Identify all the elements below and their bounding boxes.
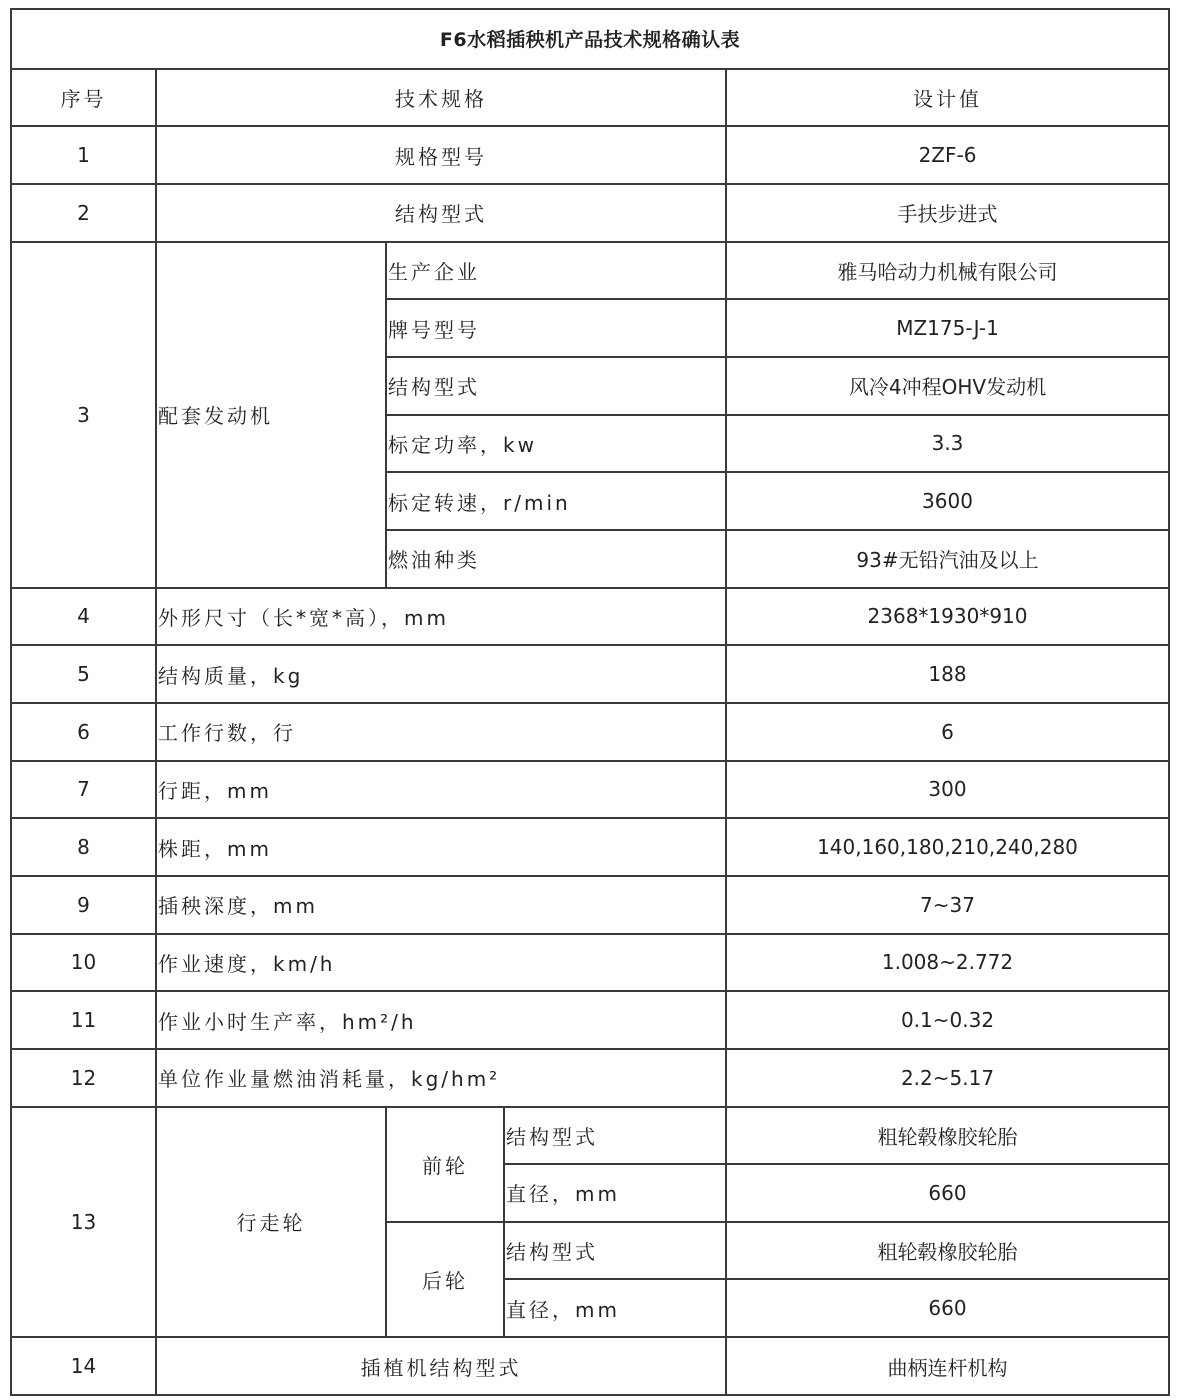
header-value: 设计值 [726,69,1169,127]
rear-wheel-label: 后轮 [386,1222,504,1337]
sub-value: 雅马哈动力机械有限公司 [726,242,1169,300]
sub-spec: 直径，mm [504,1279,726,1337]
sub-spec: 结构型式 [504,1222,726,1280]
row-seq: 6 [11,703,156,761]
row-spec: 行距，mm [156,761,726,819]
row-value: 0.1~0.32 [726,991,1169,1049]
group-label-engine: 配套发动机 [156,242,386,588]
row-seq: 1 [11,126,156,184]
table-row [11,184,1169,242]
title-row [11,9,1169,69]
table-row [11,242,1169,300]
sub-spec: 生产企业 [386,242,726,300]
header-spec: 技术规格 [156,69,726,127]
row-value: 6 [726,703,1169,761]
row-spec: 作业小时生产率，hm²/h [156,991,726,1049]
table-row [11,588,1169,646]
row-spec: 结构质量，kg [156,645,726,703]
sub-spec: 结构型式 [504,1107,726,1165]
sub-value: 风冷4冲程OHV发动机 [726,357,1169,415]
sub-value: 粗轮毂橡胶轮胎 [726,1222,1169,1280]
table-row [11,876,1169,934]
row-value: 曲柄连杆机构 [726,1337,1169,1395]
row-value: 2.2~5.17 [726,1049,1169,1107]
row-spec: 单位作业量燃油消耗量，kg/hm² [156,1049,726,1107]
row-seq: 4 [11,588,156,646]
header-seq: 序号 [11,69,156,127]
sub-spec: 直径，mm [504,1164,726,1222]
table-title: F6水稻插秧机产品技术规格确认表 [11,9,1169,69]
front-wheel-label: 前轮 [386,1107,504,1222]
sub-value: 3.3 [726,415,1169,473]
row-value: 手扶步进式 [726,184,1169,242]
spec-table [10,8,1170,1396]
table-row [11,703,1169,761]
row-seq: 9 [11,876,156,934]
sub-spec: 结构型式 [386,357,726,415]
header-row [11,69,1169,127]
sub-value: 660 [726,1164,1169,1222]
table-row [11,126,1169,184]
row-seq: 8 [11,818,156,876]
table-row [11,1049,1169,1107]
row-seq: 3 [11,242,156,588]
sub-value: MZ175-J-1 [726,299,1169,357]
row-spec: 外形尺寸（长*宽*高），mm [156,588,726,646]
sub-spec: 牌号型号 [386,299,726,357]
table-row [11,991,1169,1049]
row-value: 140,160,180,210,240,280 [726,818,1169,876]
row-spec: 结构型式 [156,184,726,242]
sub-spec: 燃油种类 [386,530,726,588]
row-value: 2ZF-6 [726,126,1169,184]
table-row [11,818,1169,876]
row-spec: 规格型号 [156,126,726,184]
table-row [11,1337,1169,1395]
table-row [11,1107,1169,1165]
row-seq: 13 [11,1107,156,1338]
group-label-wheels: 行走轮 [156,1107,386,1338]
sub-value: 660 [726,1279,1169,1337]
table-row [11,761,1169,819]
row-value: 188 [726,645,1169,703]
sub-value: 93#无铅汽油及以上 [726,530,1169,588]
row-seq: 12 [11,1049,156,1107]
row-value: 300 [726,761,1169,819]
row-spec: 工作行数，行 [156,703,726,761]
sub-spec: 标定功率，kw [386,415,726,473]
row-spec: 作业速度，km/h [156,934,726,992]
row-seq: 11 [11,991,156,1049]
row-seq: 14 [11,1337,156,1395]
row-spec: 株距，mm [156,818,726,876]
row-seq: 10 [11,934,156,992]
row-seq: 7 [11,761,156,819]
sub-spec: 标定转速，r/min [386,472,726,530]
row-value: 2368*1930*910 [726,588,1169,646]
row-spec: 插秧深度，mm [156,876,726,934]
sub-value: 粗轮毂橡胶轮胎 [726,1107,1169,1165]
table-row [11,645,1169,703]
row-seq: 5 [11,645,156,703]
row-value: 7~37 [726,876,1169,934]
row-value: 1.008~2.772 [726,934,1169,992]
table-row [11,934,1169,992]
sub-value: 3600 [726,472,1169,530]
row-seq: 2 [11,184,156,242]
row-spec: 插植机结构型式 [156,1337,726,1395]
